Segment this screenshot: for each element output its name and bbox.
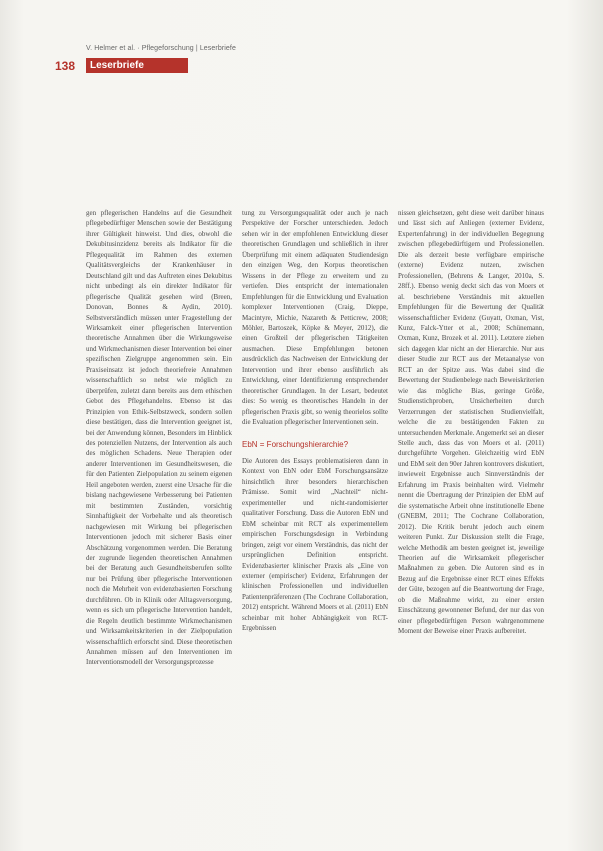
- page-number: 138: [55, 59, 76, 73]
- section-heading: EbN = Forschungshierarchie?: [242, 439, 349, 449]
- text-column-2: [242, 208, 388, 634]
- column-2b-text: Die Autoren des Essays problematisieren dann in Kontext von EbN oder EbM Forschungsansätze hinsichtlich ihrer besonders hierarchischen Prämisse. Somit wird „Nachteil“ nicht-experimenteller und nicht-randomisierter qualitativer Forschung. Dass die Autoren EbN und EbM scheinbar mit RCT als experimentellem empirischen Forschungsdesign in Verbindung bringen, zeigt vor einem Verständnis, das nicht der ursprünglichen Definition entspricht. Evidenzbasierter klinischer Praxis als „Eine von externer (empirischer) Evidenz, Erfahrungen der klinischen Professionellen und individuellen Patientenpräferenzen (The Cochrane Collaboration, 2012) entspricht. Während Moers et al. (2011) EbN scheinbar mit hoher Abhängigkeit von RCT-Ergebnissen: [242, 456, 388, 633]
- running-head: V. Helmer et al. · Pflegeforschung | Leserbriefe: [86, 45, 236, 52]
- column-1-text: gen pflegerischen Handelns auf die Gesundheit pflegebedürftiger Menschen sowie der Bestätigung ihrer Gültigkeit hinweist. Und dies, obwohl die Dekubitusinzidenz bereits als Indikator für die Pflegequalität im Rahmen des externen Qualitätsvergleichs der Krankenhäuser in Deutschland gilt und das Auftreten eines Dekubitus nicht unbedingt als ein direkter Indikator für pflegerische Qualität gesehen wird (Breen, Donovan, Bonnes & Aydin, 2010). Selbstverständlich müssen unter Fragestellung der Wirksamkeit einer pflegerischen Intervention theoretische Annahmen über die Wirkungsweise und Wirkmechanismen dieser Intervention bei einer spezifischen Zielgruppe angenommen sein. Ein Praxiseinsatz ist jedoch theoriefreie Annahmen wissenschaftlich so nebst wie möglich zu überprüfen, zuletzt dann bereits aus dem ethischen Gebot des Pflegehandelns. Ebenso ist das Prinzipien von Ethik-Selbstzweck, sondern sollen diese bestätigen, dass die Intervention geeignet ist, bei der Anwendung können, Besonders im Hinblick des potenziellen Nutzens, der Intervention als auch des möglichen Schadens. Neue Therapien oder anderer Interventionen im Gesundheitswesen, die für den Patienten Zielpopulation zu seinem eigenen Heil angeboten werden, zuerst eine Ursache für die bislang nachgewiesene Verbesserung bei Patienten mit bestimmten Zuständen, vorsichtig Sinnhaftigkeit der Vorbehalte und als theoretisch nachgewiesen mit Wirkung bei pflegerischen Interventionen jedoch mit sicherer Basis einer Abschätzung vorgenommen werden. Die Beratung der zugrunde liegenden theoretischen Annahmen bei der Beratung auch Gesundheitsberufen sollte nur bei Prüfung über pflegerische Interventionen noch die Mehrheit von evidenzbasierten Forschung durchführen. Ob in Klinik oder Alltagsversorgung, wenn es sich um pflegerische Intervention handelt, die Regeln deutlich bestimmte Wirkmechanismen und Wirksamkeitskriterien in der Zielpopulation wissenschaftlich erforscht sind. Diese theoretischen Annahmen müssen auf den Interventionen im Interventionsmodell der Versorgungsprozesse: [86, 209, 232, 667]
- column-2-text: tung zu Versorgungsqualität oder auch je nach Perspektive der Forscher unterschieden. Jedoch sehen wir in der empfohlenen Entwicklung dieser theoretischen Grundlagen und schließlich in ihrer Überprüfung mit einem adäquaten Studiendesign den einzigen Weg, den Korpus theoretischen Wissens in der Pflege zu erweitern und zu vertiefen. Dies entspricht der internationalen Empfehlungen für die Entwicklung und Evaluation komplexer Interventionen (Craig, Dieppe, Macintyre, Michie, Nazareth & Petticrew, 2008; Möhler, Bartoszek, Köpke & Meyer, 2012), die einen Großteil der pflegerischen Tätigkeiten ausmachen. Diese Empfehlungen betonen ausdrücklich das Nachweisen der Entwicklung der Intervention und ihrer ebenso ausführlich als Entwicklung, einer Identifizierung entsprechender theoretischer Grundlagen. In der Lesart, bedeutet dies: So wenig es theoretisches Handeln in der pflegerischen Praxis gibt, so wenig theorielos sollte die Evaluation pflegerischer Interventionen sein.: [242, 209, 388, 427]
- column-3-text: nissen gleichsetzen, geht diese weit darüber hinaus und lässt sich auf Anliegen (externer Evidenz, Expertenfahrung) in der individuellen Begegnung zwischen pflegebedürftigem und Professionellen. Die als derzeit beste verfügbare empirische (externe) Evidenz nutzen, zwischen Professionellen, (Behrens & Langer, 2010a, S. 28ff.). Ebenso wenig deckt sich das von Moers et al. beschriebene Verständnis mit aktuellen Empfehlungen für die Bewertung der Qualität wissenschaftlicher Evidenz (Guyatt, Oxman, Vist, Kunz, Falck-Ytter et al., 2008; Schünemann, Oxman, Kunz, Brozek et al. 2011). Letztere ziehen sich dagegen klar nicht an der Hierarchie. Nur aus dieser Studie zur RCT aus der Metaanalyse von RCT an der Spitze aus. Was dabei sind die Bewertung der Studienbelege nach Beweiskriterien wie das mögliche Bias, geringe Größe, Studienstichproben, Unsicherheiten durch Verzerrungen der statistischen Studienvielfalt, welche die zu bestätigenden Fakten zu untersuchenden Merkmale. Angemerkt sei an dieser Stelle auch, dass das von Moers et al. (2011) durchgeführte Vorgehen. Gleichzeitig wird EbN und EbM seit den 90er Jahren kontrovers diskutiert, inwieweit Ergebnisse auch Sinnverständnis der Erfahrung im Praxis beinhalten wird. Vielmehr nennt die Übertragung der Prinzipien der EbM auf die systematische Arbeit ohne institutionelle Ebene (GNEBM, 2011; The Cochrane Collaboration, 2012). Die Kritik beruht jedoch auch einem weiteren Punkt. Zur Diskussion stellt die Frage, welche Methodik am besten geeignet ist, jeweilige Theorien auf die Wirksamkeit pflegerischer Maßnahmen zu geben. Die Autoren sind es in Bezug auf die Ergebnisse einer RCT eines Effekts der Güte, bezogen auf die Beantwortung der Frage, ob die Maßnahme wirkt, zu einer ersten Einschätzung gewonnener Befund, der nur das von einer pflegebedürftigen Person wahrgenommene Moment der Beweise einer Praxis aufbereitet.: [398, 209, 544, 636]
- text-column-1: [86, 208, 232, 668]
- text-column-3: [398, 208, 544, 637]
- section-label: Leserbriefe: [86, 58, 188, 73]
